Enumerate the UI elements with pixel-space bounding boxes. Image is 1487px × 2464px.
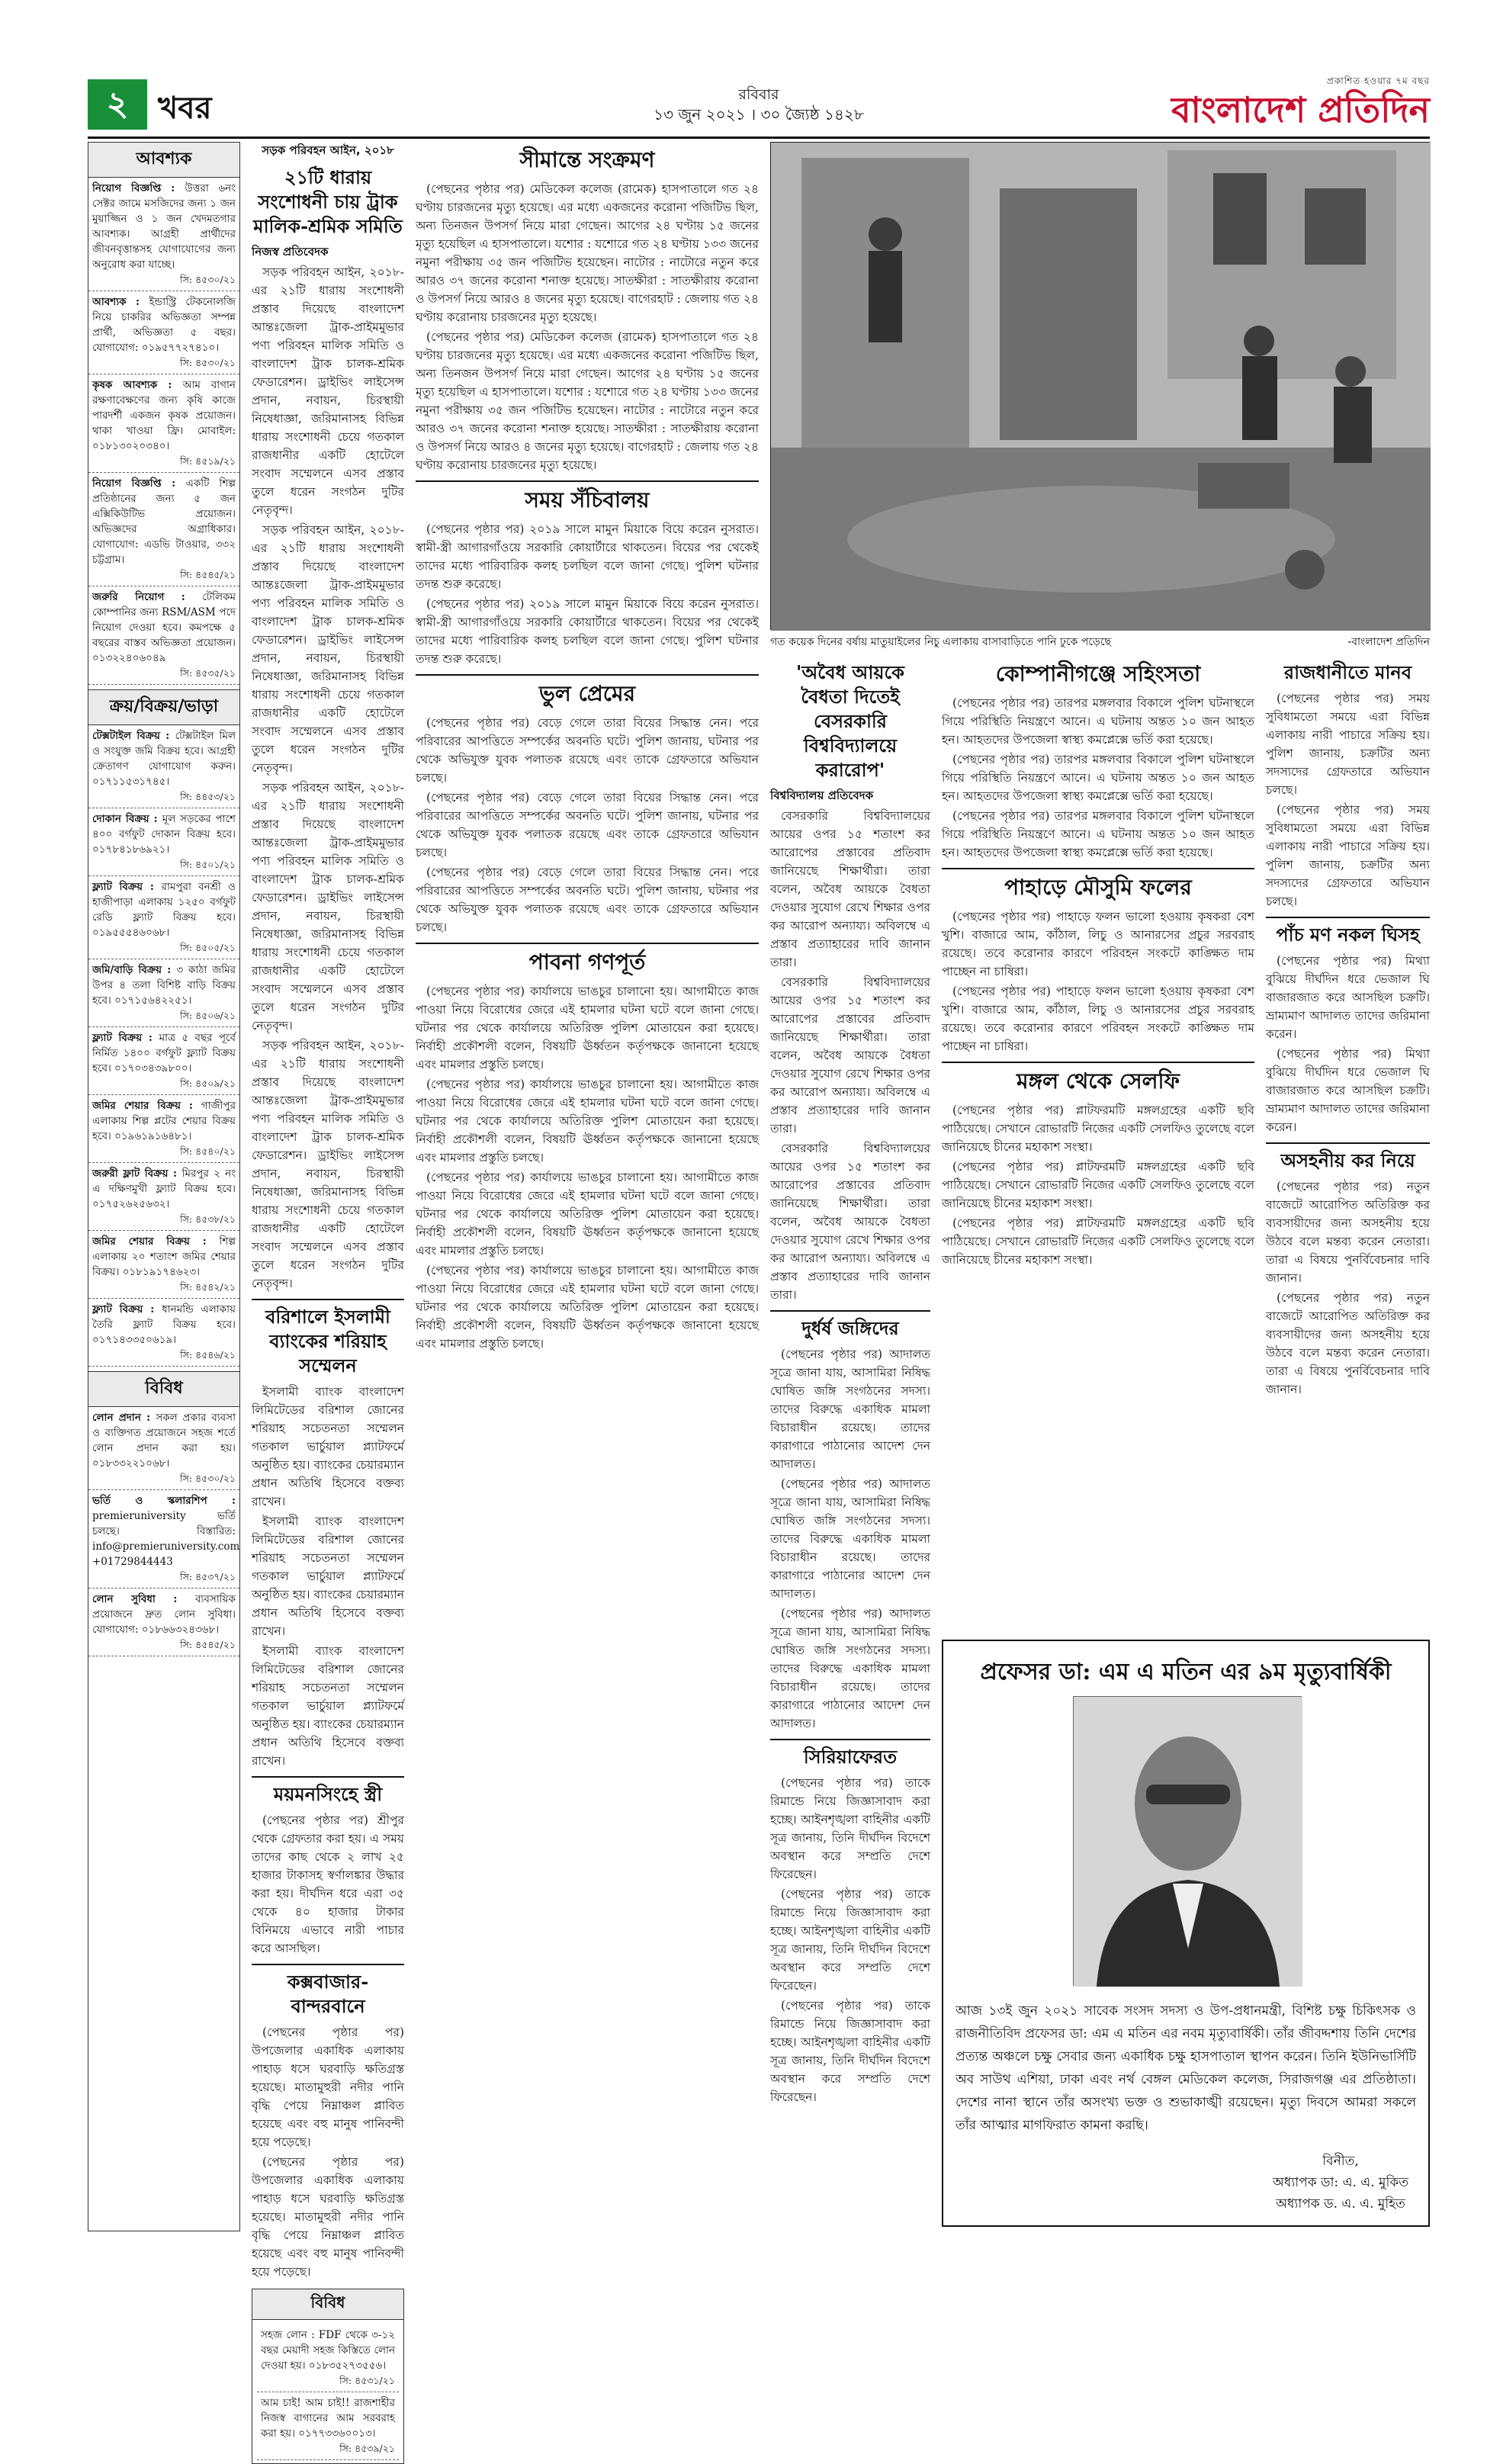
article-paragraph: সড়ক পরিবহন আইন, ২০১৮-এর ২১টি ধারায় সংশোধনী প্রস্তাব দিয়েছে বাংলাদেশ আন্তঃজেলা ট্রাক-প্রাইমমুভার পণ্য পরিবহন মালিক সমিতি ও বাংলাদেশ ট্রাক চালক-শ্রমিক ফেডারেশন। ড্রাইভিং লাইসেন্স প্রদান, নবায়ন, চিরস্থায়ী নিষেধাজ্ঞা, জরিমানাসহ বিভিন্ন ধারায় সংশোধনী চেয়ে গতকাল রাজধানীর একটি হোটেলে সংবাদ সম্মেলনে এসব প্রস্তাব তুলে ধরেন সংগঠন দুটির নেতৃবৃন্দ। (252, 1039, 404, 1290)
article-byline: নিজস্ব প্রতিবেদক (252, 245, 329, 259)
classified-ad-title: কৃষক আবশ্যক : (92, 379, 183, 391)
classified-ad-title: টেক্সটাইল বিক্রয় : (92, 730, 175, 742)
article-body (770, 807, 930, 1304)
article-paragraph: (পেছনের পৃষ্ঠার পর) ২০১৯ সালে মামুন মিয়াকে বিয়ে করেন নুসরাত। স্বামী-স্ত্রী আগারগাঁওয়ে সরকারি কোয়ার্টারে থাকতেন। বিয়ের পর থেকেই তাদের মধ্যে পারিবারিক কলহ চলছিল বলে জানা গেছে। পুলিশ ঘটনার তদন্ত শুরু করেছে। (416, 522, 759, 591)
logo-name: বাংলাদেশ প্রতিদিন (1171, 89, 1430, 130)
article-paragraph: (পেছনের পৃষ্ঠার পর) পাহাড়ে ফলন ভালো হওয়ায় কৃষকরা বেশ খুশি। বাজারে আম, কাঁঠাল, লিচু ও আনারসের প্রচুর সরবরাহ রয়েছে। তবে করোনার কারণে পরিবহন সংকটে কাঙ্ক্ষিত দাম পাচ্ছেন না চাষিরা। (942, 985, 1254, 1053)
column-capital-human (1266, 656, 1430, 1632)
classified-ad-text: ইন্ডাস্ট্রি টেকনোলজি নিয়ে চাকরির অভিজ্ঞতা সম্পন্ন প্রার্থী, অভিজ্ঞতা ৫ বছর। যোগাযোগ: ০১৯৫৭৭২৭৪১০। (92, 296, 236, 354)
article-paragraph: (পেছনের পৃষ্ঠার পর) কার্যালয়ে ভাঙচুর চালানো হয়। আগামীতে কাজ পাওয়া নিয়ে বিরোধের জেরে এই হামলার ঘটনা ঘটে বলে জানা গেছে। ঘটনার পর থেকে কার্যালয়ে অতিরিক্ত পুলিশ মোতায়েন করা হয়েছে। নির্বাহী প্রকৌশলী বলেন, বিষয়টি ঊর্ধ্বতন কর্তৃপক্ষকে জানানো হয়েছে এবং মামলার প্রস্তুতি চলছে। (416, 1171, 759, 1258)
ad-sign-line: অধ্যাপক ডা: এ. এ. মুকিত (1273, 2175, 1408, 2190)
classified-ad (257, 2392, 399, 2460)
misc-box-heading: বিবিধ (252, 2289, 403, 2320)
classified-ad (88, 1589, 239, 1656)
classified-ad-text: premieruniversity ভর্তি চলছে। বিস্তারিত: info@premieruniversity.com +01729844443 (92, 1510, 240, 1568)
newspaper-logo (1155, 75, 1430, 130)
article-paragraph: বেসরকারি বিশ্ববিদ্যালয়ের আয়ের ওপর ১৫ শতাংশ কর আরোপের প্রস্তাবের প্রতিবাদ জানিয়েছে শিক্ষার্থীরা। তারা বলেন, অবৈধ আয়কে বৈধতা দেওয়ার সুযোগ রেখে শিক্ষার ওপর কর আরোপ অন্যায্য। অবিলম্বে এ প্রস্তাব প্রত্যাহারের দাবি জানান তারা। (770, 1142, 930, 1302)
article-headline: বরিশালে ইসলামী ব্যাংকের শরিয়াহ সম্মেলন (265, 1306, 390, 1377)
classified-ad-code: সি: ৪৫৩৯/২১ (339, 2443, 395, 2454)
classified-heading-misc: বিবিধ (88, 1371, 239, 1407)
ad-sign-line: বিনীত, (1322, 2154, 1359, 2169)
classified-ad-title: আবশ্যক : (92, 296, 149, 308)
classified-ad-code: সি: ৪৫১৯/২১ (180, 455, 236, 467)
classified-ad-title: জমি/বাড়ি বিক্রয় : (92, 964, 177, 976)
article-paragraph: (পেছনের পৃষ্ঠার পর) উপজেলার একাধিক এলাকায় পাহাড় ধসে ঘরবাড়ি ক্ষতিগ্রস্ত হয়েছে। মাতামুহুরী নদীর পানি বৃদ্ধি পেয়ে নিম্নাঞ্চল প্লাবিত হয়েছে এবং বহু মানুষ পানিবন্দী হয়ে পড়েছে। (252, 2025, 404, 2149)
classified-column (88, 142, 240, 2231)
column-university-tax (770, 656, 930, 2231)
article-body (252, 263, 404, 1293)
classified-ad-text: আম বাগান রক্ষণাবেক্ষণের জন্য কৃষি কাজে পারদর্শী একজন কৃষক প্রয়োজন। থাকা খাওয়া ফ্রি। মোবাইল: ০১৮১৩০২০৩৪০। (92, 379, 236, 452)
article-paragraph: সড়ক পরিবহন আইন, ২০১৮-এর ২১টি ধারায় সংশোধনী প্রস্তাব দিয়েছে বাংলাদেশ আন্তঃজেলা ট্রাক-প্রাইমমুভার পণ্য পরিবহন মালিক সমিতি ও বাংলাদেশ ট্রাক চালক-শ্রমিক ফেডারেশন। ড্রাইভিং লাইসেন্স প্রদান, নবায়ন, চিরস্থায়ী নিষেধাজ্ঞা, জরিমানাসহ বিভিন্ন ধারায় সংশোধনী চেয়ে গতকাল রাজধানীর একটি হোটেলে সংবাদ সম্মেলনে এসব প্রস্তাব তুলে ধরেন সংগঠন দুটির নেতৃবৃন্দ। (252, 781, 404, 1033)
article-paragraph: (পেছনের পৃষ্ঠার পর) শ্রীপুর থেকে গ্রেফতার করা হয়। এ সময় তাদের কাছ থেকে ২ লাখ ২৫ হাজার টাকাসহ স্বর্ণালঙ্কার উদ্ধার করা হয়। দীর্ঘদিন ধরে এরা ৩৫ থেকে ৪০ হাজার টাকার বিনিময়ে এভাবে নারী পাচার করে আসছিল। (252, 1813, 404, 1955)
classified-ad-text: মূল সড়কের পাশে ৪০০ বর্গফুট দোকান বিক্রয় হবে। ০১৭৮৪১৮৬৯২১। (92, 813, 236, 856)
article-paragraph: (পেছনের পৃষ্ঠার পর) পাহাড়ে ফলন ভালো হওয়ায় কৃষকরা বেশ খুশি। বাজারে আম, কাঁঠাল, লিচু ও আনারসের প্রচুর সরবরাহ রয়েছে। তবে করোনার কারণে পরিবহন সংকটে কাঙ্ক্ষিত দাম পাচ্ছেন না চাষিরা। (942, 910, 1254, 978)
masthead (88, 70, 1430, 139)
article-paragraph: (পেছনের পৃষ্ঠার পর) বেড়ে গেলে তারা বিয়ের সিদ্ধান্ত নেন। পরে পরিবারের আপত্তিতে সম্পর্কের অবনতি ঘটে। পুলিশ জানায়, ঘটনার পর থেকে অভিযুক্ত যুবক পলাতক রয়েছে এবং তাকে গ্রেফতারে অভিযান চলছে। (416, 791, 759, 859)
article-paragraph: (পেছনের পৃষ্ঠার পর) মেডিকেল কলেজ (রামেক) হাসপাতালে গত ২৪ ঘণ্টায় চারজনের মৃত্যু হয়েছে। এর মধ্যে একজনের করোনা পজিটিভ ছিল, অন্য তিনজন উপসর্গ নিয়ে মারা গেছেন। আগের ২৪ ঘণ্টায় ১৫ জনের মৃত্যু হয়েছিল এ হাসপাতালে। যশোর : যশোরে গত ২৪ ঘণ্টায় ১৩৩ জনের নমুনা পরীক্ষায় ৩৫ জন পজিটিভ হয়েছেন। নাটোর : নাটোরে নতুন করে আরও ৩৭ জনের করোনা শনাক্ত হয়েছে। সাতক্ষীরা : সাতক্ষীরায় করোনা ও উপসর্গ নিয়ে আরও ৪ জনের মৃত্যু হয়েছে। বাগেরহাট : জেলায় গত ২৪ ঘণ্টায় করোনায় চারজনের মৃত্যু হয়েছে। (416, 330, 759, 472)
classified-ad-text: রামপুরা বনশ্রী ও হাজীপাড়া এলাকায় ১২৫০ বর্গফুট রেডি ফ্ল্যাট বিক্রয় হবে। ০১৯৫৫৫৪৬০৬৮। (92, 881, 236, 939)
classified-ad-text: একটি শিল্প প্রতিষ্ঠানের জন্য ৫ জন এক্সিকিউটিভ প্রয়োজন। অভিজ্ঞদের অগ্রাধিকার। যোগাযোগ: এডভি টাওয়ার, ৩৩২ চট্টগ্রাম। (92, 477, 236, 566)
classified-ad (88, 876, 239, 959)
article-headline: সময় সঁচিবালয় (525, 487, 650, 512)
article-paragraph: বেসরকারি বিশ্ববিদ্যালয়ের আয়ের ওপর ১৫ শতাংশ কর আরোপের প্রস্তাবের প্রতিবাদ জানিয়েছে শিক্ষার্থীরা। তারা বলেন, অবৈধ আয়কে বৈধতা দেওয়ার সুযোগ রেখে শিক্ষার ওপর কর আরোপ অন্যায্য। অবিলম্বে এ প্রস্তাব প্রত্যাহারের দাবি জানান তারা। (770, 809, 930, 969)
classified-ad-code: সি: ৪৫০৯/২১ (180, 1078, 236, 1089)
classified-ad-code: সি: ৪৫৩৭/২১ (180, 1571, 236, 1582)
classified-ad-text: টেক্সটাইল মিল ও সংযুক্ত জমি বিক্রয় হবে। আগ্রহী ক্রেতাগণ যোগাযোগ করুন। ০১৭১১৫৩১৭৪৫। (92, 730, 236, 788)
article-kicker: সড়ক পরিবহন আইন, ২০১৮ (262, 143, 394, 157)
classified-ad-code: সি: ৪৫০১/২১ (180, 859, 236, 870)
page-number: ২ (88, 79, 147, 130)
column-transport-news (252, 142, 404, 2454)
article-paragraph: (পেছনের পৃষ্ঠার পর) তারপর মঙ্গলবার বিকালে পুলিশ ঘটনাস্থলে গিয়ে পরিস্থিতি নিয়ন্ত্রণে আনে। এ ঘটনায় অন্তত ১০ জন আহত হন। আহতদের উপজেলা স্বাস্থ্য কমপ্লেক্সে ভর্তি করা হয়েছে। (942, 753, 1254, 803)
classified-ad-title: লোন সুবিধা : (92, 1593, 195, 1605)
article-headline: পাঁচ মণ নকল ঘিসহ (1276, 924, 1420, 946)
dateline-date: ১৩ জুন ২০২১ । ৩০ জ্যৈষ্ঠ ১৪২৮ (654, 105, 864, 124)
classified-ad-title: জরুরি নিয়োগ : (92, 591, 203, 603)
section-title: খবর (158, 90, 212, 126)
classified-list-buy-sell (88, 725, 239, 1367)
classified-ad-title: দোকান বিক্রয় : (92, 813, 162, 825)
article-headline: রাজধানীতে মানব (1283, 661, 1412, 683)
article-paragraph: (পেছনের পৃষ্ঠার পর) সময় সুবিধামতো সময়ে এরা বিভিন্ন এলাকায় নারী পাচারে সক্রিয় হয়। পুলিশ জানায়, চক্রটির অন্য সদস্যদের গ্রেফতারে অভিযান চলছে। (1266, 803, 1430, 908)
classified-ad-code: সি: ৪৫৪২/২১ (180, 1281, 236, 1293)
article-paragraph: ইসলামী ব্যাংক বাংলাদেশ লিমিটেডের বরিশাল জোনের শরিয়াহ সচেতনতা সম্মেলন গতকাল ভার্চুয়াল প্ল্যাটফর্মে অনুষ্ঠিত হয়। ব্যাংকের চেয়ারম্যান প্রধান অতিথি হিসেবে বক্তব্য রাখেন। (252, 1515, 404, 1638)
article-paragraph: (পেছনের পৃষ্ঠার পর) বেড়ে গেলে তারা বিয়ের সিদ্ধান্ত নেন। পরে পরিবারের আপত্তিতে সম্পর্কের অবনতি ঘটে। পুলিশ জানায়, ঘটনার পর থেকে অভিযুক্ত যুবক পলাতক রয়েছে এবং তাকে গ্রেফতারে অভিযান চলছে। (416, 866, 759, 934)
article-paragraph: (পেছনের পৃষ্ঠার পর) মিথ্যা বুঝিয়ে দীর্ঘদিন ধরে ভেজাল ঘি বাজারজাত করে আসছিল চক্রটি। ভ্রাম্যমাণ আদালত তাদের জরিমানা করেন। (1266, 954, 1430, 1041)
ad-body-text: আজ ১৩ই জুন ২০২১ সাবেক সংসদ সদস্য ও উপ-প্রধানমন্ত্রী, বিশিষ্ট চক্ষু চিকিৎসক ও রাজনীতিবিদ প্রফেসর ডা: এম এ মতিন এর নবম মৃত্যুবার্ষিকী। তাঁর জীবদ্দশায় তিনি দেশের প্রত্যন্ত অঞ্চলে চক্ষু সেবার জন্য একাধিক চক্ষু হাসপাতাল স্থাপন করেন। তিনি ইউনিভার্সিটি অব সাউথ এশিয়া, ঢাকা এবং নর্থ বেঙ্গল মেডিকেল কলেজ, সিরাজগঞ্জ এর প্রতিষ্ঠাতা। দেশের নানা স্থানে তাঁর অসংখ্য ভক্ত ও শুভাকাঙ্খী রয়েছেন। মৃত্যু দিবসে আমরা সকলে তাঁর আত্মার মাগফিরাত কামনা করছি। (955, 2003, 1416, 2133)
classified-ad (88, 1163, 239, 1231)
ad-signature (1273, 2151, 1408, 2215)
portrait-illustration (1074, 1697, 1302, 1987)
article-paragraph: (পেছনের পৃষ্ঠার পর) নতুন বাজেটে আরোপিত অতিরিক্ত কর ব্যবসায়ীদের জন্য অসহনীয় হয়ে উঠবে বলে মন্তব্য করেন নেতারা। তারা এ বিষয়ে পুনর্বিবেচনার দাবি জানান। (1266, 1291, 1430, 1396)
classified-ad-title: ভর্তি ও স্কলারশিপ : (92, 1495, 236, 1507)
article-headline: ভুল প্রেমের (539, 681, 635, 706)
logo-tagline: প্রকাশিত হওয়ার ৭ম বছর (1326, 75, 1430, 86)
classified-ad-text: আম চাই! আম চাই!! রাজশাহীর নিজস্ব বাগানের আম সরবরাহ করা হয়। ০১৭৭৩৩৬০০১৩। (261, 2397, 395, 2440)
classified-ad-text: শিল্প এলাকায় ২০ শতাংশ জমির শেয়ার বিক্রয়। ০১৮১৯১৭৪৬২৩। (92, 1235, 236, 1278)
classified-ad (88, 1027, 239, 1095)
article-paragraph: (পেছনের পৃষ্ঠার পর) প্লাটফরমটি মঙ্গলগ্রহের একটি ছবি পাঠিয়েছে। সেখানে রোভারটি নিজের একটি সেলফিও তুলেছে বলে জানিয়েছে চীনের মহাকাশ সংস্থা। (942, 1160, 1254, 1210)
misc-classified-box (252, 2289, 404, 2464)
classified-ad-code: সি: ৪৫৪৫/২১ (180, 569, 236, 580)
classified-ad-title: নিয়োগ বিজ্ঞপ্তি : (92, 182, 185, 194)
classified-ad-text: মাত্র ৫ বছর পূর্বে নির্মিত ১৪০০ বর্গফুট ফ্ল্যাট বিক্রয় হবে। ০১৭০৩৪৩৯৮০০। (92, 1032, 236, 1075)
article-paragraph: (পেছনের পৃষ্ঠার পর) কার্যালয়ে ভাঙচুর চালানো হয়। আগামীতে কাজ পাওয়া নিয়ে বিরোধের জেরে এই হামলার ঘটনা ঘটে বলে জানা গেছে। ঘটনার পর থেকে কার্যালয়ে অতিরিক্ত পুলিশ মোতায়েন করা হয়েছে। নির্বাহী প্রকৌশলী বলেন, বিষয়টি ঊর্ধ্বতন কর্তৃপক্ষকে জানানো হয়েছে এবং মামলার প্রস্তুতি চলছে। (416, 985, 759, 1071)
classified-ad-code: সি: ৪৫৪৬/২১ (180, 1349, 236, 1361)
article-headline: কোম্পানীগঞ্জে সহিংসতা (995, 661, 1201, 686)
article-paragraph: (পেছনের পৃষ্ঠার পর) সময় সুবিধামতো সময়ে এরা বিভিন্ন এলাকায় নারী পাচারে সক্রিয় হয়। পুলিশ জানায়, চক্রটির অন্য সদস্যদের গ্রেফতারে অভিযান চলছে। (1266, 692, 1430, 797)
article-paragraph: (পেছনের পৃষ্ঠার পর) আদালত সূত্রে জানা যায়, আসামিরা নিষিদ্ধ ঘোষিত জঙ্গি সংগঠনের সদস্য। তাদের বিরুদ্ধে একাধিক মামলা বিচারাধীন রয়েছে। তাদের কারাগারে পাঠানোর আদেশ দেন আদালত। (770, 1348, 930, 1471)
classified-ad-text: ব্যবসায়িক প্রয়োজনে দ্রুত লোন সুবিধা। যোগাযোগ: ০১৮৬৬৩২৪৩৬৮। (92, 1593, 236, 1636)
classified-ad-title: জরুরী ফ্লাট বিক্রয় : (92, 1168, 182, 1180)
classified-ad-code: সি: ৪৫০৫/২১ (180, 942, 236, 953)
article-paragraph: (পেছনের পৃষ্ঠার পর) তাকে রিমান্ডে নিয়ে জিজ্ঞাসাবাদ করা হচ্ছে। আইনশৃঙ্খলা বাহিনীর একটি সূত্র জানায়, তিনি দীর্ঘদিন বিদেশে অবস্থান করে সম্প্রতি দেশে ফিরেছেন। (770, 1776, 930, 1881)
classified-ad-code: সি: ৪৫৪৫/২১ (180, 1639, 236, 1650)
classified-ad-text: ৩ কাঠা জমির উপর ৪ তলা বিশিষ্ট বাড়ি বিক্রয় হবে। ০১৭১৫৬৪২২৫১। (92, 964, 236, 1007)
article-paragraph: (পেছনের পৃষ্ঠার পর) মেডিকেল কলেজ (রামেক) হাসপাতালে গত ২৪ ঘণ্টায় চারজনের মৃত্যু হয়েছে। এর মধ্যে একজনের করোনা পজিটিভ ছিল, অন্য তিনজন উপসর্গ নিয়ে মারা গেছেন। আগের ২৪ ঘণ্টায় ১৫ জনের মৃত্যু হয়েছিল এ হাসপাতালে। যশোর : যশোরে গত ২৪ ঘণ্টায় ১৩৩ জনের নমুনা পরীক্ষায় ৩৫ জন পজিটিভ হয়েছেন। নাটোর : নাটোরে নতুন করে আরও ৩৭ জনের করোনা শনাক্ত হয়েছে। সাতক্ষীরা : সাতক্ষীরায় করোনা ও উপসর্গ নিয়ে আরও ৪ জনের মৃত্যু হয়েছে। বাগেরহাট : জেলায় গত ২৪ ঘণ্টায় করোনায় চারজনের মৃত্যু হয়েছে। (416, 182, 759, 324)
article-paragraph: (পেছনের পৃষ্ঠার পর) আদালত সূত্রে জানা যায়, আসামিরা নিষিদ্ধ ঘোষিত জঙ্গি সংগঠনের সদস্য। তাদের বিরুদ্ধে একাধিক মামলা বিচারাধীন রয়েছে। তাদের কারাগারে পাঠানোর আদেশ দেন আদালত। (770, 1607, 930, 1730)
article-paragraph: সড়ক পরিবহন আইন, ২০১৮-এর ২১টি ধারায় সংশোধনী প্রস্তাব দিয়েছে বাংলাদেশ আন্তঃজেলা ট্রাক-প্রাইমমুভার পণ্য পরিবহন মালিক সমিতি ও বাংলাদেশ ট্রাক চালক-শ্রমিক ফেডারেশন। ড্রাইভিং লাইসেন্স প্রদান, নবায়ন, চিরস্থায়ী নিষেধাজ্ঞা, জরিমানাসহ বিভিন্ন ধারায় সংশোধনী চেয়ে গতকাল রাজধানীর একটি হোটেলে সংবাদ সম্মেলনে এসব প্রস্তাব তুলে ধরেন সংগঠন দুটির নেতৃবৃন্দ। (252, 265, 404, 517)
photo-caption (770, 633, 1430, 651)
misc-box-list (257, 2324, 399, 2460)
portrait-photo (1073, 1696, 1302, 1986)
classified-ad-code: সি: ৪৫০৬/২১ (180, 1010, 236, 1021)
article-byline: বিশ্ববিদ্যালয় প্রতিবেদক (770, 789, 874, 802)
classified-ad (88, 374, 239, 473)
article-body (942, 1101, 1254, 1269)
photo-credit: -বাংলাদেশ প্রতিদিন (1347, 636, 1430, 648)
article-headline: ২১টি ধারায় সংশোধনী চায় ট্রাক মালিক-শ্রমিক সমিতি (253, 166, 403, 237)
article-paragraph: (পেছনের পৃষ্ঠার পর) নতুন বাজেটে আরোপিত অতিরিক্ত কর ব্যবসায়ীদের জন্য অসহনীয় হয়ে উঠবে বলে মন্তব্য করেন নেতারা। তারা এ বিষয়ে পুনর্বিবেচনার দাবি জানান। (1266, 1180, 1430, 1285)
article-headline: মঙ্গল থেকে সেলফি (1016, 1068, 1180, 1094)
classified-ad-code: সি: ৪৫৩০/২১ (180, 274, 236, 285)
article-body (1266, 1177, 1430, 1399)
ad-sign-line: অধ্যাপক ড. এ. এ. মুহিত (1276, 2196, 1405, 2212)
article-body (416, 520, 759, 668)
article-headline: ময়মনসিংহে স্ত্রী (273, 1783, 383, 1805)
classified-ad (88, 291, 239, 374)
article-paragraph: (পেছনের পৃষ্ঠার পর) মিথ্যা বুঝিয়ে দীর্ঘদিন ধরে ভেজাল ঘি বাজারজাত করে আসছিল চক্রটি। ভ্রাম্যমাণ আদালত তাদের জরিমানা করেন। (1266, 1047, 1430, 1134)
article-headline: দুর্ধর্ষ জঙ্গিদের (801, 1317, 899, 1339)
article-body (252, 2023, 404, 2281)
classified-ad (88, 1095, 239, 1163)
classified-ad-title: জমির শেয়ার বিক্রয় : (92, 1235, 220, 1248)
article-body (770, 1774, 930, 2106)
classified-ad-title: জমির শেয়ার বিক্রয় : (92, 1100, 201, 1112)
article-body (942, 694, 1254, 862)
article-paragraph: (পেছনের পৃষ্ঠার পর) কার্যালয়ে ভাঙচুর চালানো হয়। আগামীতে কাজ পাওয়া নিয়ে বিরোধের জেরে এই হামলার ঘটনা ঘটে বলে জানা গেছে। ঘটনার পর থেকে কার্যালয়ে অতিরিক্ত পুলিশ মোতায়েন করা হয়েছে। নির্বাহী প্রকৌশলী বলেন, বিষয়টি ঊর্ধ্বতন কর্তৃপক্ষকে জানানো হয়েছে এবং মামলার প্রস্তুতি চলছে। (416, 1078, 759, 1165)
article-paragraph: সড়ক পরিবহন আইন, ২০১৮-এর ২১টি ধারায় সংশোধনী প্রস্তাব দিয়েছে বাংলাদেশ আন্তঃজেলা ট্রাক-প্রাইমমুভার পণ্য পরিবহন মালিক সমিতি ও বাংলাদেশ ট্রাক চালক-শ্রমিক ফেডারেশন। ড্রাইভিং লাইসেন্স প্রদান, নবায়ন, চিরস্থায়ী নিষেধাজ্ঞা, জরিমানাসহ বিভিন্ন ধারায় সংশোধনী চেয়ে গতকাল রাজধানীর একটি হোটেলে সংবাদ সম্মেলনে এসব প্রস্তাব তুলে ধরেন সংগঠন দুটির নেতৃবৃন্দ। (252, 523, 404, 775)
article-body (942, 908, 1254, 1055)
article-body (416, 982, 759, 1353)
classified-ad (88, 1231, 239, 1299)
classified-ad (257, 2324, 399, 2392)
classified-ad-text: ধানমন্ডি এলাকায় তৈরি ফ্ল্যাট বিক্রয় হবে। ০১৭১৪৩৩৫০৬১৯। (92, 1303, 236, 1346)
article-paragraph: (পেছনের পৃষ্ঠার পর) তারপর মঙ্গলবার বিকালে পুলিশ ঘটনাস্থলে গিয়ে পরিস্থিতি নিয়ন্ত্রণে আনে। এ ঘটনায় অন্তত ১০ জন আহত হন। আহতদের উপজেলা স্বাস্থ্য কমপ্লেক্সে ভর্তি করা হয়েছে। (942, 809, 1254, 859)
article-headline: 'অবৈধ আয়কে বৈধতা দিতেই বেসরকারি বিশ্ববিদ্যালয়ে করারোপ' (796, 661, 904, 781)
classified-ad-code: সি: ৪৫৩০/২১ (180, 1473, 236, 1484)
photo-illustration (771, 143, 1431, 631)
classified-ad-code: সি: ৪৫৩০/২১ (180, 357, 236, 368)
dateline-day: রবিবার (738, 86, 779, 103)
classified-ad-text: সহজ লোন : FDF থেকে ৩-১২ বছর মেয়াদী সহজ কিস্তিতে লোন দেওয়া হয়। ০১৮৩৫২৭৩৫৫৬। (261, 2329, 395, 2372)
article-headline: কক্সবাজার-বান্দরবানে (287, 1971, 369, 2017)
classified-list-misc (88, 1407, 239, 1656)
article-headline: পাবনা গণপূর্ত (528, 949, 646, 975)
article-paragraph: (পেছনের পৃষ্ঠার পর) বেড়ে গেলে তারা বিয়ের সিদ্ধান্ত নেন। পরে পরিবারের আপত্তিতে সম্পর্কের অবনতি ঘটে। পুলিশ জানায়, ঘটনার পর থেকে অভিযুক্ত যুবক পলাতক রয়েছে এবং তাকে গ্রেফতারে অভিযান চলছে। (416, 716, 759, 785)
classified-ad-text: সকল প্রকার ব্যবসা ও ব্যক্তিগত প্রয়োজনে সহজ শর্তে লোন প্রদান করা হয়। ০১৮৩৩২২১০৬৮। (92, 1412, 236, 1470)
article-paragraph: (পেছনের পৃষ্ঠার পর) তাকে রিমান্ডে নিয়ে জিজ্ঞাসাবাদ করা হচ্ছে। আইনশৃঙ্খলা বাহিনীর একটি সূত্র জানায়, তিনি দীর্ঘদিন বিদেশে অবস্থান করে সম্প্রতি দেশে ফিরেছেন। (770, 1887, 930, 1993)
classified-ad-title: ফ্ল্যাট বিক্রয় : (92, 1303, 162, 1316)
article-headline: অসহনীয় কর নিয়ে (1280, 1149, 1415, 1171)
classified-ad-code: সি: ৪৪৫৩/২১ (180, 791, 236, 802)
classified-ad (88, 1490, 239, 1589)
classified-ad (88, 473, 239, 586)
article-paragraph: (পেছনের পৃষ্ঠার পর) আদালত সূত্রে জানা যায়, আসামিরা নিষিদ্ধ ঘোষিত জঙ্গি সংগঠনের সদস্য। তাদের বিরুদ্ধে একাধিক মামলা বিচারাধীন রয়েছে। তাদের কারাগারে পাঠানোর আদেশ দেন আদালত। (770, 1477, 930, 1601)
column-companiganj (942, 656, 1254, 1632)
photo-caption-text: গত কয়েক দিনের বর্ষায় মাতুয়াইলের নিচু এলাকায় বাসাবাড়িতে পানি ঢুকে পড়েছে (770, 636, 1111, 648)
classified-ad (88, 959, 239, 1027)
ad-title: প্রফেসর ডা: এম এ মতিন এর ৯ম মৃত্যুবার্ষিকী (980, 1659, 1392, 1685)
classified-ad-code: সি: ৪৫৩৫/২১ (180, 667, 236, 679)
article-paragraph: ইসলামী ব্যাংক বাংলাদেশ লিমিটেডের বরিশাল জোনের শরিয়াহ সচেতনতা সম্মেলন গতকাল ভার্চুয়াল প্ল্যাটফর্মে অনুষ্ঠিত হয়। ব্যাংকের চেয়ারম্যান প্রধান অতিথি হিসেবে বক্তব্য রাখেন। (252, 1644, 404, 1768)
article-paragraph: (পেছনের পৃষ্ঠার পর) ২০১৯ সালে মামুন মিয়াকে বিয়ে করেন নুসরাত। স্বামী-স্ত্রী আগারগাঁওয়ে সরকারি কোয়ার্টারে থাকতেন। বিয়ের পর থেকেই তাদের মধ্যে পারিবারিক কলহ চলছিল বলে জানা গেছে। পুলিশ ঘটনার তদন্ত শুরু করেছে। (416, 597, 759, 666)
column-border-infection (416, 142, 759, 2231)
classified-ad-code: সি: ৪৫৩১/২১ (339, 2375, 395, 2386)
classified-ad (88, 1407, 239, 1490)
classified-ad-title: লোন প্রদান : (92, 1412, 156, 1424)
classified-heading: আবশ্যক (88, 143, 239, 178)
classified-ad-text: টেলিকম কোম্পানির জন্য RSM/ASM পদে নিয়োগ দেওয়া হবে। কমপক্ষে ৫ বছরের বাস্তব অভিজ্ঞতা প্রয়োজন। ০১৩২২৪০৬০৪৯ (92, 591, 236, 664)
classified-ad (88, 1299, 239, 1367)
classified-heading-buy-sell: ক্রয়/বিক্রয়/ভাড়া (88, 689, 239, 725)
classified-ad-code: সি: ৪৫৪০/২১ (180, 1145, 236, 1157)
article-paragraph: (পেছনের পৃষ্ঠার পর) উপজেলার একাধিক এলাকায় পাহাড় ধসে ঘরবাড়ি ক্ষতিগ্রস্ত হয়েছে। মাতামুহুরী নদীর পানি বৃদ্ধি পেয়ে নিম্নাঞ্চল প্লাবিত হয়েছে এবং বহু মানুষ পানিবন্দী হয়ে পড়েছে। (252, 2155, 404, 2279)
article-paragraph: (পেছনের পৃষ্ঠার পর) প্লাটফরমটি মঙ্গলগ্রহের একটি ছবি পাঠিয়েছে। সেখানে রোভারটি নিজের একটি সেলফিও তুলেছে বলে জানিয়েছে চীনের মহাকাশ সংস্থা। (942, 1103, 1254, 1154)
article-body (770, 1345, 930, 1733)
classified-ad-title: ফ্ল্যাট বিক্রয় : (92, 881, 162, 893)
memorial-advertisement (942, 1640, 1430, 2227)
article-paragraph: (পেছনের পৃষ্ঠার পর) প্লাটফরমটি মঙ্গলগ্রহের একটি ছবি পাঠিয়েছে। সেখানে রোভারটি নিজের একটি সেলফিও তুলেছে বলে জানিয়েছে চীনের মহাকাশ সংস্থা। (942, 1216, 1254, 1267)
article-body (1266, 689, 1430, 911)
article-headline: সিরিয়াফেরত (803, 1746, 898, 1768)
classified-ad (88, 586, 239, 685)
article-body (252, 1383, 404, 1770)
article-paragraph: (পেছনের পৃষ্ঠার পর) কার্যালয়ে ভাঙচুর চালানো হয়। আগামীতে কাজ পাওয়া নিয়ে বিরোধের জেরে এই হামলার ঘটনা ঘটে বলে জানা গেছে। ঘটনার পর থেকে কার্যালয়ে অতিরিক্ত পুলিশ মোতায়েন করা হয়েছে। নির্বাহী প্রকৌশলী বলেন, বিষয়টি ঊর্ধ্বতন কর্তৃপক্ষকে জানানো হয়েছে এবং মামলার প্রস্তুতি চলছে। (416, 1264, 759, 1351)
classified-ad-text: গাজীপুর এলাকায় শিল্প প্লটের শেয়ার বিক্রয় হবে। ০১৯৬১৯১৬৪৮১। (92, 1100, 236, 1142)
article-paragraph: ইসলামী ব্যাংক বাংলাদেশ লিমিটেডের বরিশাল জোনের শরিয়াহ সচেতনতা সম্মেলন গতকাল ভার্চুয়াল প্ল্যাটফর্মে অনুষ্ঠিত হয়। ব্যাংকের চেয়ারম্যান প্রধান অতিথি হিসেবে বক্তব্য রাখেন। (252, 1385, 404, 1508)
article-body (416, 180, 759, 474)
article-paragraph: (পেছনের পৃষ্ঠার পর) তাকে রিমান্ডে নিয়ে জিজ্ঞাসাবাদ করা হচ্ছে। আইনশৃঙ্খলা বাহিনীর একটি সূত্র জানায়, তিনি দীর্ঘদিন বিদেশে অবস্থান করে সম্প্রতি দেশে ফিরেছেন। (770, 1999, 930, 2104)
classified-ad (88, 178, 239, 291)
article-headline: সীমান্তে সংক্রমণ (519, 147, 655, 172)
classified-ad (88, 808, 239, 876)
article-body (416, 714, 759, 936)
article-body (252, 1811, 404, 1958)
news-photo-waterlogging (770, 142, 1430, 630)
article-paragraph: বেসরকারি বিশ্ববিদ্যালয়ের আয়ের ওপর ১৫ শতাংশ কর আরোপের প্রস্তাবের প্রতিবাদ জানিয়েছে শিক্ষার্থীরা। তারা বলেন, অবৈধ আয়কে বৈধতা দেওয়ার সুযোগ রেখে শিক্ষার ওপর কর আরোপ অন্যায্য। অবিলম্বে এ প্রস্তাব প্রত্যাহারের দাবি জানান তারা। (770, 975, 930, 1136)
article-body (1266, 952, 1430, 1136)
article-headline: পাহাড়ে মৌসুমি ফলের (1004, 875, 1192, 900)
classified-ad-title: ফ্ল্যাট বিক্রয় : (92, 1032, 159, 1044)
classified-list (88, 178, 239, 685)
classified-ad-text: মিরপুর ২ নং এ দক্ষিণমুখী ফ্ল্যাট বিক্রয় হবে। ০১৭৫২৬২৫৬৩২। (92, 1168, 236, 1210)
classified-ad-code: সি: ৪৫৩৮/২১ (180, 1213, 236, 1225)
article-paragraph: (পেছনের পৃষ্ঠার পর) তারপর মঙ্গলবার বিকালে পুলিশ ঘটনাস্থলে গিয়ে পরিস্থিতি নিয়ন্ত্রণে আনে। এ ঘটনায় অন্তত ১০ জন আহত হন। আহতদের উপজেলা স্বাস্থ্য কমপ্লেক্সে ভর্তি করা হয়েছে। (942, 696, 1254, 747)
classified-ad (88, 725, 239, 808)
classified-ad-text: উত্তরা ৬নং সেক্টর জামে মসজিদের জন্য ১ জন মুয়াজ্জিন ও ১ জন খেদমতগার আবশ্যক। আগ্রহী প্রার্থীদের জীবনবৃত্তান্তসহ যোগাযোগের জন্য অনুরোধ করা যাচ্ছে। (92, 182, 236, 271)
classified-ad-title: নিয়োগ বিজ্ঞপ্তি : (92, 477, 186, 490)
